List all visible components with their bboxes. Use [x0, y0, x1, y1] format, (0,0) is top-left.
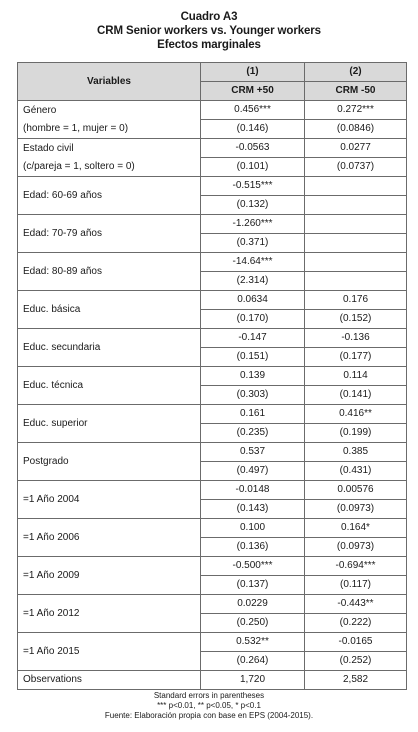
- coef-cell-col1: [201, 177, 305, 215]
- variable-label: Género: [23, 105, 57, 116]
- table-row: [18, 329, 407, 367]
- coef-cell-col1: [201, 405, 305, 443]
- coefficient-col1: -0.0563: [235, 142, 270, 153]
- observations-row: [18, 671, 407, 690]
- coef-cell-col1: [201, 291, 305, 329]
- std-error-col2: (0.141): [305, 385, 406, 404]
- coef-cell-col2: [305, 519, 407, 557]
- std-error-col1: (0.151): [201, 347, 304, 366]
- std-error-col2: (0.222): [305, 613, 406, 632]
- observations-col1: 1,720: [201, 671, 305, 690]
- coef-cell-col2: [305, 367, 407, 405]
- variable-cell: [18, 557, 201, 595]
- table-row: [18, 405, 407, 443]
- note-source: Fuente: Elaboración propia con base en EPS (2004-2015).: [104, 711, 314, 720]
- coef-cell-col2: [305, 481, 407, 519]
- observations-col2: 2,582: [305, 671, 407, 690]
- variable-label: Educ. básica: [23, 304, 81, 315]
- coefficient-col1: -0.147: [238, 332, 267, 343]
- variable-sublabel: (hombre = 1, mujer = 0): [23, 123, 129, 134]
- coef-cell-col2: [305, 405, 407, 443]
- std-error-col2: (0.0737): [305, 157, 406, 176]
- std-error-col2: (0.199): [305, 423, 406, 442]
- variable-label: Educ. técnica: [23, 380, 84, 391]
- variable-cell: [18, 481, 201, 519]
- coef-cell-col2: [305, 253, 407, 291]
- variable-sublabel: (c/pareja = 1, soltero = 0): [23, 161, 135, 172]
- variable-cell: [18, 139, 201, 177]
- variable-cell: [18, 367, 201, 405]
- table-row: [18, 481, 407, 519]
- coefficient-col1: 0.0634: [237, 294, 268, 305]
- std-error-col1: (0.170): [201, 309, 304, 328]
- coef-cell-col2: [305, 329, 407, 367]
- coef-cell-col2: [305, 215, 407, 253]
- coefficient-col2: 0.114: [343, 370, 368, 381]
- coefficient-col2: [305, 177, 406, 195]
- coefficient-col2: 0.385: [342, 446, 369, 457]
- title-line-1: Cuadro A3: [180, 11, 238, 23]
- header-variables: Variables: [18, 63, 201, 101]
- coefficient-col2: 0.164*: [341, 522, 370, 533]
- coefficient-col2: 0.416**: [339, 408, 372, 419]
- coef-cell-col1: [201, 367, 305, 405]
- coef-cell-col2: [305, 291, 407, 329]
- coef-cell-col2: [305, 633, 407, 671]
- coef-cell-col2: [305, 595, 407, 633]
- variable-cell: [18, 633, 201, 671]
- variable-label: =1 Año 2015: [23, 646, 80, 657]
- coefficient-col2: -0.0165: [338, 636, 373, 647]
- std-error-col1: (0.235): [201, 423, 304, 442]
- coefficient-col1: 0.161: [239, 408, 266, 419]
- coef-cell-col1: [201, 329, 305, 367]
- std-error-col1: (0.303): [201, 385, 304, 404]
- coefficient-col1: 0.537: [239, 446, 266, 457]
- table-notes: [0, 691, 418, 721]
- coef-cell-col1: [201, 253, 305, 291]
- regression-table: [17, 62, 407, 690]
- std-error-col1: (0.371): [201, 233, 304, 252]
- coefficient-col1: 0.0229: [237, 598, 268, 609]
- header-col1-name: CRM +50: [201, 82, 305, 101]
- coefficient-col1: -0.515***: [232, 180, 273, 191]
- table-row: [18, 291, 407, 329]
- table-title: [0, 10, 418, 52]
- header-col1-number: (1): [201, 63, 305, 82]
- table-row: [18, 633, 407, 671]
- coef-cell-col1: [201, 595, 305, 633]
- std-error-col2: (0.0973): [305, 537, 406, 556]
- std-error-col2: (0.0973): [305, 499, 406, 518]
- table-row: [18, 253, 407, 291]
- variable-label: Educ. secundaria: [23, 342, 101, 353]
- header-col2-number: (2): [305, 63, 407, 82]
- coef-cell-col1: [201, 215, 305, 253]
- coefficient-col1: -0.500***: [232, 560, 273, 571]
- coefficient-col2: [305, 253, 406, 271]
- title-line-2: CRM Senior workers vs. Younger workers: [97, 25, 321, 37]
- variable-label: =1 Año 2004: [23, 494, 80, 505]
- coef-cell-col2: [305, 557, 407, 595]
- coefficient-col1: 0.456***: [234, 104, 271, 115]
- std-error-col1: (0.250): [201, 613, 304, 632]
- coefficient-col2: 0.0277: [340, 142, 371, 153]
- std-error-col2: (0.152): [305, 309, 406, 328]
- table-row: [18, 595, 407, 633]
- std-error-col2: [305, 233, 406, 252]
- std-error-col2: (0.252): [305, 651, 406, 670]
- table-row: [18, 215, 407, 253]
- variable-label: Edad: 60-69 años: [23, 190, 102, 201]
- variable-cell: [18, 329, 201, 367]
- std-error-col1: (2.314): [201, 271, 304, 290]
- coef-cell-col1: [201, 101, 305, 139]
- coefficient-col2: 0.272***: [337, 104, 374, 115]
- coef-cell-col1: [201, 443, 305, 481]
- std-error-col1: (0.132): [201, 195, 304, 214]
- coefficient-col2: -0.694***: [335, 560, 376, 571]
- coefficient-col2: 0.00576: [337, 484, 374, 495]
- variable-cell: [18, 405, 201, 443]
- variable-cell: [18, 253, 201, 291]
- std-error-col2: (0.117): [305, 575, 406, 594]
- coefficient-col1: -14.64***: [232, 256, 273, 267]
- variable-cell: [18, 177, 201, 215]
- coefficient-col1: 0.100: [239, 522, 266, 533]
- coef-cell-col1: [201, 139, 305, 177]
- variable-cell: [18, 215, 201, 253]
- variable-label: =1 Año 2009: [23, 570, 80, 581]
- variable-label: =1 Año 2012: [23, 608, 80, 619]
- table-row: [18, 139, 407, 177]
- table-row: [18, 101, 407, 139]
- variable-cell: [18, 443, 201, 481]
- coef-cell-col1: [201, 557, 305, 595]
- std-error-col1: (0.137): [201, 575, 304, 594]
- coefficient-col1: 0.139: [239, 370, 266, 381]
- std-error-col1: (0.136): [201, 537, 304, 556]
- std-error-col1: (0.101): [201, 157, 304, 176]
- coef-cell-col1: [201, 519, 305, 557]
- coef-cell-col2: [305, 443, 407, 481]
- variable-cell: [18, 291, 201, 329]
- variable-label: Educ. superior: [23, 418, 88, 429]
- coefficient-col2: -0.443**: [337, 598, 374, 609]
- table-row: [18, 557, 407, 595]
- table-body: [18, 101, 407, 690]
- std-error-col1: (0.146): [201, 119, 304, 138]
- note-standard-errors: Standard errors in parentheses: [153, 691, 265, 700]
- table-row: [18, 519, 407, 557]
- std-error-col1: (0.497): [201, 461, 304, 480]
- variable-label: Postgrado: [23, 456, 69, 467]
- std-error-col1: (0.143): [201, 499, 304, 518]
- std-error-col2: [305, 271, 406, 290]
- std-error-col2: (0.177): [305, 347, 406, 366]
- variable-label: Edad: 70-79 años: [23, 228, 102, 239]
- coef-cell-col1: [201, 481, 305, 519]
- std-error-col2: [305, 195, 406, 214]
- coefficient-col2: [305, 215, 406, 233]
- variable-label: Estado civil: [23, 143, 74, 154]
- std-error-col1: (0.264): [201, 651, 304, 670]
- std-error-col2: (0.0846): [305, 119, 406, 138]
- note-significance: *** p<0.01, ** p<0.05, * p<0.1: [157, 701, 261, 710]
- table-row: [18, 177, 407, 215]
- coef-cell-col2: [305, 177, 407, 215]
- variable-cell: [18, 101, 201, 139]
- coef-cell-col2: [305, 101, 407, 139]
- table-row: [18, 443, 407, 481]
- title-line-3: Efectos marginales: [157, 39, 261, 51]
- variable-cell: [18, 519, 201, 557]
- coefficient-col1: -1.260***: [232, 218, 273, 229]
- coefficient-col2: 0.176: [342, 294, 369, 305]
- header-col2-name: CRM -50: [305, 82, 407, 101]
- observations-label: Observations: [18, 671, 201, 690]
- variable-label: =1 Año 2006: [23, 532, 80, 543]
- coefficient-col1: 0.532**: [236, 636, 269, 647]
- std-error-col2: (0.431): [305, 461, 406, 480]
- table-row: [18, 367, 407, 405]
- variable-label: Edad: 80-89 años: [23, 266, 102, 277]
- coef-cell-col1: [201, 633, 305, 671]
- coef-cell-col2: [305, 139, 407, 177]
- coefficient-col2: -0.136: [341, 332, 370, 343]
- coefficient-col1: -0.0148: [235, 484, 270, 495]
- variable-cell: [18, 595, 201, 633]
